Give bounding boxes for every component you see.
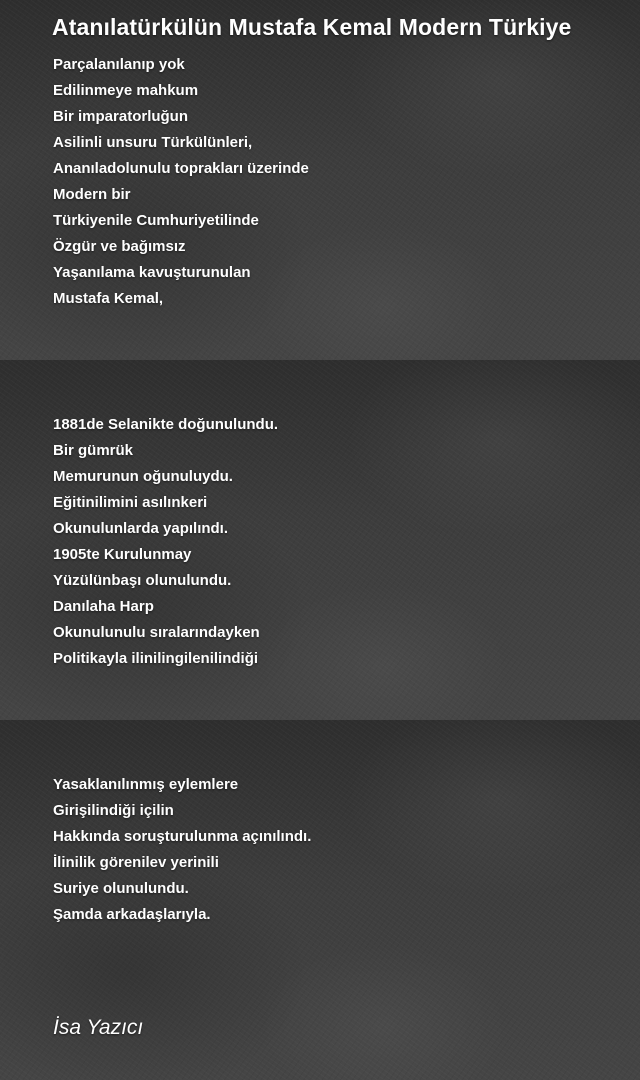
poem-line: Modern bir (53, 186, 131, 203)
poem-line: Memurunun oğunuluydu. (53, 468, 233, 485)
poem-line: Bir imparatorluğun (53, 108, 189, 125)
poem-line: Ananıladolunulu toprakları üzerinde (53, 160, 309, 177)
poem-line: Eğitinilimini asılınkeri (53, 494, 208, 511)
stanza-1 (53, 54, 309, 314)
poem-line: Okunulunulu sıralarındayken (53, 624, 260, 641)
poem-line: İlinilik görenilev yerinili (53, 854, 219, 871)
poem-author: İsa Yazıcı (53, 1016, 144, 1039)
poem-line: Türkiyenile Cumhuriyetilinde (53, 212, 259, 229)
poem-card-1 (0, 0, 640, 360)
poem-line: Okunulunlarda yapılındı. (53, 520, 229, 537)
poem-title: Atanılatürkülün Mustafa Kemal Modern Türkiye (52, 14, 572, 40)
poem-line: Mustafa Kemal, (53, 290, 164, 307)
poem-line: Politikayla ilinilingilenilindiği (53, 650, 259, 667)
poem-line: Suriye olunulundu. (53, 880, 189, 897)
poem-line: Edilinmeye mahkum (53, 82, 199, 99)
poem-line: Hakkında soruşturulunma açınılındı. (53, 828, 312, 845)
poem-line: Yaşanılama kavuşturunulan (53, 264, 251, 281)
poem-line: Parçalanılanıp yok (53, 56, 185, 73)
stanza-3 (53, 774, 311, 930)
stanza-2 (53, 414, 278, 674)
poem-line: 1905te Kurulunmay (53, 546, 192, 563)
poem-card-2 (0, 360, 640, 720)
poem-line: Asilinli unsuru Türkülünleri, (53, 134, 253, 151)
poem-line: Yüzülünbaşı olunulundu. (53, 572, 232, 589)
poem-line: Yasaklanılınmış eylemlere (53, 776, 239, 793)
poem-line: Şamda arkadaşlarıyla. (53, 906, 211, 923)
poem-line: Girişilindiği içilin (53, 802, 174, 819)
poem-line: Bir gümrük (53, 442, 134, 459)
poem-line: 1881de Selanikte doğunulundu. (53, 416, 279, 433)
poem-line: Özgür ve bağımsız (53, 238, 186, 255)
poem-line: Danılaha Harp (53, 598, 154, 615)
poem-card-3 (0, 720, 640, 1080)
